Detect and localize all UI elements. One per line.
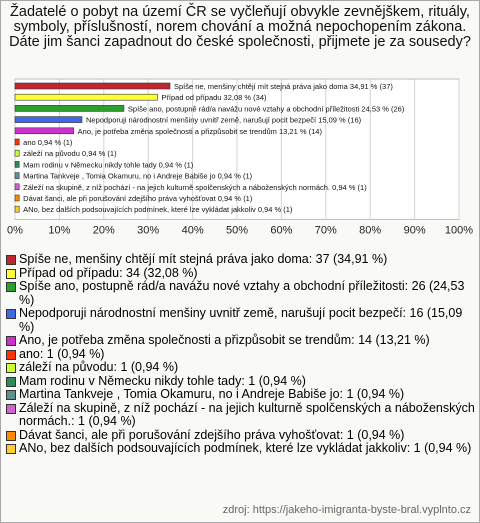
- bar-label: Mam rodinu v Německu nikdy tohle tady 0,94 % (1): [23, 160, 194, 170]
- legend-label: Spíše ano, postupně rád/a navážu nové vztahy a obchodní příležitosti: 26 (24,53 %): [19, 279, 465, 307]
- x-tick-label: 70%: [314, 224, 337, 237]
- bar: [15, 139, 19, 145]
- legend-swatch: [6, 350, 16, 360]
- legend-item: [5, 280, 477, 307]
- bar-label: Ano, je potřeba změna společnosti a přizpůsobit se trendům 13,21 % (14): [77, 126, 322, 136]
- legend-swatch: [6, 269, 16, 279]
- x-tick-label: 20%: [92, 224, 115, 237]
- bar: [15, 161, 19, 167]
- source-note: zdroj: https://jakeho-imigranta-byste-bral.vyplnto.cz: [222, 504, 471, 516]
- legend-label: Mam rodinu v Německu nikdy tohle tady: 1 (0,94 %): [19, 373, 306, 388]
- x-tick-label: 80%: [359, 224, 382, 237]
- bar: [15, 105, 124, 111]
- legend-label: ano: 1 (0,94 %): [19, 346, 105, 361]
- legend-label: záleží na původu: 1 (0,94 %): [19, 360, 179, 374]
- legend-label: Spíše ne, menšiny chtějí mít stejná práva jako doma: 37 (34,91 %): [19, 252, 388, 266]
- legend-item: [5, 442, 477, 456]
- legend-swatch: [6, 282, 16, 292]
- legend-label: Nepodporuji národnostní menšiny uvnitř země, narušují pocit bezpečí: 16 (15,09 %): [19, 306, 463, 334]
- legend-item: [5, 375, 477, 389]
- bar-label: Dávat šanci, ale při porušování zdejšího práva vyhošťovat 0,94 % (1): [23, 194, 253, 203]
- x-tick-label: 40%: [181, 224, 204, 237]
- bar-label: ano 0,94 % (1): [23, 138, 73, 147]
- legend-swatch: [6, 404, 16, 414]
- legend-item: [5, 307, 477, 334]
- x-tick-label: 100%: [444, 224, 474, 237]
- legend-label: Dávat šanci, ale při porušování zdejšího práva vyhošťovat: 1 (0,94 %): [19, 427, 405, 442]
- legend-swatch: [6, 390, 16, 400]
- legend-item: [5, 429, 477, 443]
- legend-swatch: [6, 444, 16, 454]
- legend-label: Případ od případu: 34 (32,08 %): [19, 265, 198, 280]
- bar-label: Spíše ano, postupně rád/a navážu nové vztahy a obchodní příležitosti 24,53 % (26): [127, 104, 405, 114]
- legend-item: [5, 388, 477, 402]
- legend-swatch: [6, 363, 16, 373]
- bar: [15, 173, 19, 179]
- legend-label: Martina Tankveje , Tomia Okamuru, no i Andreje Babiše jo: 1 (0,94 %): [19, 387, 405, 401]
- legend-item: [5, 402, 477, 429]
- bar-label: Spíše ne, menšiny chtějí mít stejná práva jako doma 34,91 % (37): [174, 82, 393, 91]
- bar-label: Záleží na skupině, z níž pochází - na jejich kulturně spolčenských a náboženských normách. 0,94 % (1): [23, 182, 367, 192]
- legend-item: [5, 361, 477, 375]
- chart-title: Žadatelé o pobyt na území ČR se vyčleňují obvykle zevnějškem, rituály, symboly, příslušností, norem chování a možná nepochopením zákona. Dáte jim šanci zapadnout do české společnosti, přijmete je za sousedy?: [9, 4, 471, 50]
- legend-label: Záleží na skupině, z níž pochází - na jejich kulturně spolčenských a náboženských normách.: 1 (0,94 %): [19, 400, 475, 428]
- legend-item: [5, 267, 477, 281]
- bar-label: Nepodporuji národnostní menšiny uvnitř země, narušují pocit bezpečí 15,09 % (16): [85, 115, 362, 125]
- legend-label: Ano, je potřeba změna společnosti a přizpůsobit se trendům: 14 (13,21 %): [19, 333, 430, 347]
- legend-item: [5, 334, 477, 348]
- bar: [15, 195, 19, 201]
- legend-swatch: [6, 431, 16, 441]
- x-tick-label: 30%: [137, 224, 160, 237]
- legend-label: ANo, bez dalších podsouvajících podmínek, které lze vykládat jakkoliv: 1 (0,94 %): [19, 441, 472, 455]
- bar-label: ANo, bez dalších podsouvajících podmínek, které lze vykládat jakkoliv 0,94 % (1): [23, 205, 293, 215]
- legend-swatch: [6, 255, 16, 265]
- legend-swatch: [6, 336, 16, 346]
- x-tick-label: 90%: [403, 224, 426, 237]
- bar-chart: [1, 1, 479, 251]
- bar: [15, 150, 19, 156]
- legend-swatch: [6, 309, 16, 319]
- legend-item: [5, 253, 477, 267]
- legend-swatch: [6, 377, 16, 387]
- bar: [15, 117, 82, 123]
- chart-legend: [5, 253, 477, 456]
- bar: [15, 184, 19, 190]
- x-tick-label: 0%: [7, 224, 23, 237]
- x-tick-label: 50%: [225, 224, 249, 237]
- bar: [15, 83, 170, 89]
- legend-item: [5, 348, 477, 362]
- bar-label: Martina Tankveje , Tomia Okamuru, no i Andreje Babiše jo 0,94 % (1): [23, 171, 253, 181]
- bar-label: záleží na původu 0,94 % (1): [23, 149, 117, 159]
- bar: [15, 128, 74, 134]
- x-tick-label: 60%: [270, 224, 293, 237]
- x-tick-label: 10%: [48, 224, 71, 237]
- bar: [15, 94, 157, 100]
- bar-label: Případ od případu 32,08 % (34): [161, 93, 267, 103]
- bar: [15, 206, 19, 212]
